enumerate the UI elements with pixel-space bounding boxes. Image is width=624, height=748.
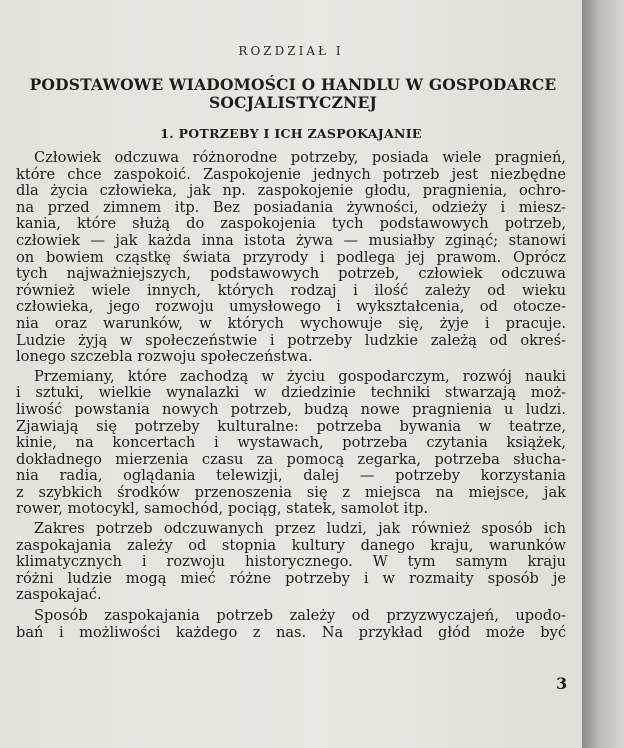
text-line: które chce zaspokoić. Zaspokojenie jednych potrzeb jest niezbędne (16, 165, 566, 183)
chapter-heading: ROZDZIAŁ I (238, 44, 344, 58)
text-line: dla życia człowieka, jak np. zaspokojenie głodu, pragnienia, ochro- (16, 182, 566, 200)
text-line: Ludzie żyją w społeczeństwie i potrzeby ludzkie zależą od okreś- (16, 331, 566, 349)
section-heading: 1. POTRZEBY I ICH ZASPOKAJANIE (160, 126, 422, 141)
text-line: Przemiany, które zachodzą w życiu gospodarczym, rozwój nauki (34, 367, 566, 385)
text-line: również wiele innych, których rodzaj i ilość zależy od wieku (16, 281, 566, 299)
text-line: kinie, na koncertach i wystawach, potrzeba czytania książek, (16, 434, 566, 452)
text-line: tych najważniejszych, podstawowych potrzeb, człowiek odczuwa (16, 265, 566, 283)
text-line: nia radia, oglądania telewizji, dalej — potrzeby korzystania (16, 467, 566, 485)
text-line: kania, które służą do zaspokojenia tych podstawowych potrzeb, (16, 215, 566, 233)
text-line: i sztuki, wielkie wynalazki w dziedzinie techniki stwarzają moż- (16, 384, 566, 402)
text-line: dokładnego mierzenia czasu za pomocą zegarka, potrzeba słucha- (16, 450, 566, 468)
text-line: Zakres potrzeb odczuwanych przez ludzi, jak również sposób ich (34, 520, 566, 538)
text-line: lonego szczebla rozwoju społeczeństwa. (16, 348, 313, 366)
chapter-title-line: PODSTAWOWE WIADOMOŚCI O HANDLU W GOSPODARCE (29, 75, 557, 94)
text-line: z szybkich środków przenoszenia się z miejsca na miejsce, jak (16, 483, 566, 501)
paragraph (16, 369, 566, 518)
text-line: on bowiem cząstkę świata przyrody i podlega jej prawom. Oprócz (16, 248, 566, 266)
text-line: rower, motocykl, samochód, pociąg, statek, samolot itp. (16, 500, 429, 518)
paragraph (16, 150, 566, 366)
text-line: nia oraz warunków, w których wychowuje się, żyje i pracuje. (16, 314, 566, 332)
text-line: na przed zimnem itp. Bez posiadania żywności, odzieży i miesz- (16, 198, 566, 216)
text-line: człowiek — jak każda inna istota żywa — musiałby zginąć; stanowi (16, 231, 566, 249)
text-line: bań i możliwości każdego z nas. Na przykład głód może być (16, 623, 566, 641)
text-line: liwość powstania nowych potrzeb, budzą nowe pragnienia u ludzi. (16, 400, 566, 418)
text-line: różni ludzie mogą mieć różne potrzeby i w rozmaity sposób je (16, 569, 566, 587)
paragraph (16, 521, 566, 604)
text-line: zaspokajać. (16, 586, 102, 604)
page-edge-shadow (582, 0, 624, 748)
chapter-title-line: SOCJALISTYCZNEJ (208, 93, 378, 112)
text-line: człowieka, jego rozwoju umysłowego i wykształcenia, od otocze- (16, 298, 566, 316)
text-line: zaspokajania zależy od stopnia kultury danego kraju, warunków (16, 536, 566, 554)
text-line: klimatycznych i rozwoju historycznego. W tym samym kraju (16, 553, 566, 571)
text-line: Zjawiają się potrzeby kulturalne: potrzeba bywania w teatrze, (16, 417, 566, 435)
chapter-title (18, 76, 568, 112)
body-text (16, 150, 566, 641)
text-line: Człowiek odczuwa różnorodne potrzeby, posiada wiele pragnień, (34, 149, 566, 166)
page-number: 3 (556, 674, 568, 693)
paragraph (16, 608, 566, 641)
text-line: Sposób zaspokajania potrzeb zależy od przyzwyczajeń, upodo- (34, 607, 566, 625)
